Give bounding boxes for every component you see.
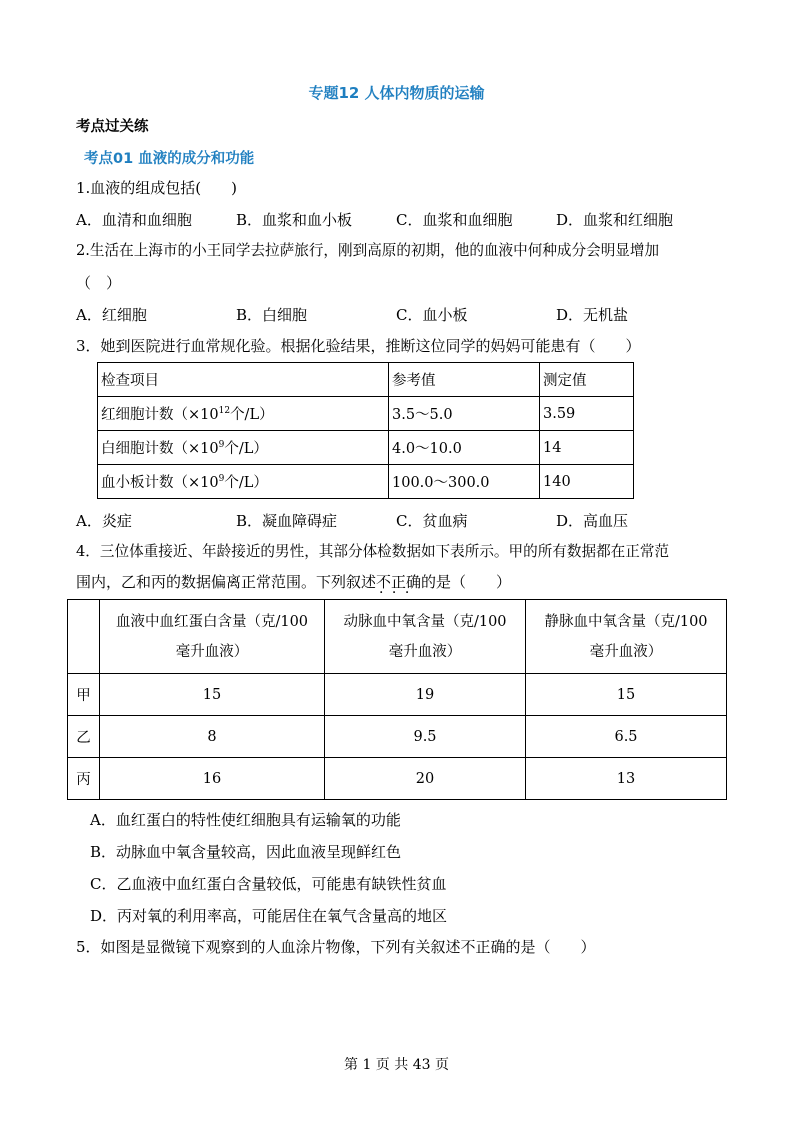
table-row <box>98 397 634 431</box>
table-header-cell: 血液中血红蛋白含量（克/100 毫升血液） <box>100 600 325 674</box>
table-cell: 8 <box>100 716 325 758</box>
table-cell: 白细胞计数（$\times 10^9$个/L） <box>98 431 389 465</box>
q4-option-c: C．乙血液中血红蛋白含量较低，可能患有缺铁性贫血 <box>90 875 447 893</box>
q2-option-d: D．无机盐 <box>556 306 629 324</box>
table-cell: 16 <box>100 758 325 800</box>
table-cell: 14 <box>540 431 634 465</box>
q4-option-b: B．动脉血中氧含量较高，因此血液呈现鲜红色 <box>90 843 402 861</box>
table-header-row <box>98 363 634 397</box>
question-2-stem-line2: （ ） <box>76 274 122 292</box>
table-header-cell: 静脉血中氧含量（克/100 毫升血液） <box>526 600 727 674</box>
table-cell: 15 <box>526 674 727 716</box>
q1-option-b: B．血浆和血小板 <box>236 211 353 229</box>
q3-option-a: A．炎症 <box>76 512 132 530</box>
q3-option-c: C．贫血病 <box>396 512 468 530</box>
question-3-stem: 3．她到医院进行血常规化验。根据化验结果，推断这位同学的妈妈可能患有（ ） <box>76 337 641 355</box>
table-row-label: 甲 <box>68 674 100 716</box>
table-row <box>68 674 727 716</box>
table-corner-cell <box>68 600 100 674</box>
question-1-stem: 1.血液的组成包括( ) <box>76 179 238 197</box>
table-cell: 20 <box>325 758 526 800</box>
blood-test-table <box>97 362 634 499</box>
table-header-cell: 测定值 <box>540 363 634 397</box>
question-5-stem: 5．如图是显微镜下观察到的人血涂片物像，下列有关叙述不正确的是（ ） <box>76 938 596 956</box>
q2-option-c: C．血小板 <box>396 306 468 324</box>
table-row <box>98 431 634 465</box>
table-header-cell: 参考值 <box>389 363 540 397</box>
table-cell: 3.5～5.0 <box>389 397 540 431</box>
table-row <box>98 465 634 499</box>
table-row-label: 乙 <box>68 716 100 758</box>
q1-option-d: D．血浆和红细胞 <box>556 211 674 229</box>
table-header-cell: 动脉血中氧含量（克/100 毫升血液） <box>325 600 526 674</box>
q2-option-a: A．红细胞 <box>76 306 147 324</box>
table-cell: 15 <box>100 674 325 716</box>
q3-option-d: D．高血压 <box>556 512 629 530</box>
question-4-stem-line2: 围内，乙和丙的数据偏离正常范围。下列叙述不正确 · · ·的是（ ） <box>76 572 511 592</box>
table-header-cell: 检查项目 <box>98 363 389 397</box>
question-2-stem-line1: 2.生活在上海市的小王同学去拉萨旅行，刚到高原的初期，他的血液中何种成分会明显增加 <box>76 242 660 259</box>
question-4-stem-line1: 4．三位体重接近、年龄接近的男性，其部分体检数据如下表所示。甲的所有数据都在正常范 <box>76 543 670 560</box>
q4-option-d: D．丙对氧的利用率高，可能居住在氧气含量高的地区 <box>90 907 448 925</box>
table-row <box>68 716 727 758</box>
table-row <box>68 758 727 800</box>
table-cell: 血小板计数（$\times 10^9$个/L） <box>98 465 389 499</box>
table-cell: 9.5 <box>325 716 526 758</box>
q4-option-a: A．血红蛋白的特性使红细胞具有运输氧的功能 <box>90 811 401 829</box>
table-cell: 4.0～10.0 <box>389 431 540 465</box>
table-cell: 红细胞计数（$\times 10^{12}$个/L） <box>98 397 389 431</box>
table-cell: 13 <box>526 758 727 800</box>
section-heading: 考点过关练 <box>76 119 149 135</box>
page-title: 专题12 人体内物质的运输 <box>308 84 485 102</box>
emphasis-text: 不正确 · · · <box>376 573 421 591</box>
subsection-heading: 考点01 血液的成分和功能 <box>84 151 255 167</box>
table-cell: 6.5 <box>526 716 727 758</box>
table-cell: 3.59 <box>540 397 634 431</box>
page-footer: 第 1 页 共 43 页 <box>344 1057 449 1073</box>
health-data-table <box>67 599 727 800</box>
table-cell: 140 <box>540 465 634 499</box>
q1-option-c: C．血浆和血细胞 <box>396 211 513 229</box>
q3-option-b: B．凝血障碍症 <box>236 512 338 530</box>
q1-option-a: A．血清和血细胞 <box>76 211 192 229</box>
table-cell: 19 <box>325 674 526 716</box>
table-row-label: 丙 <box>68 758 100 800</box>
q2-option-b: B．白细胞 <box>236 306 308 324</box>
table-cell: 100.0～300.0 <box>389 465 540 499</box>
table-header-row <box>68 600 727 674</box>
